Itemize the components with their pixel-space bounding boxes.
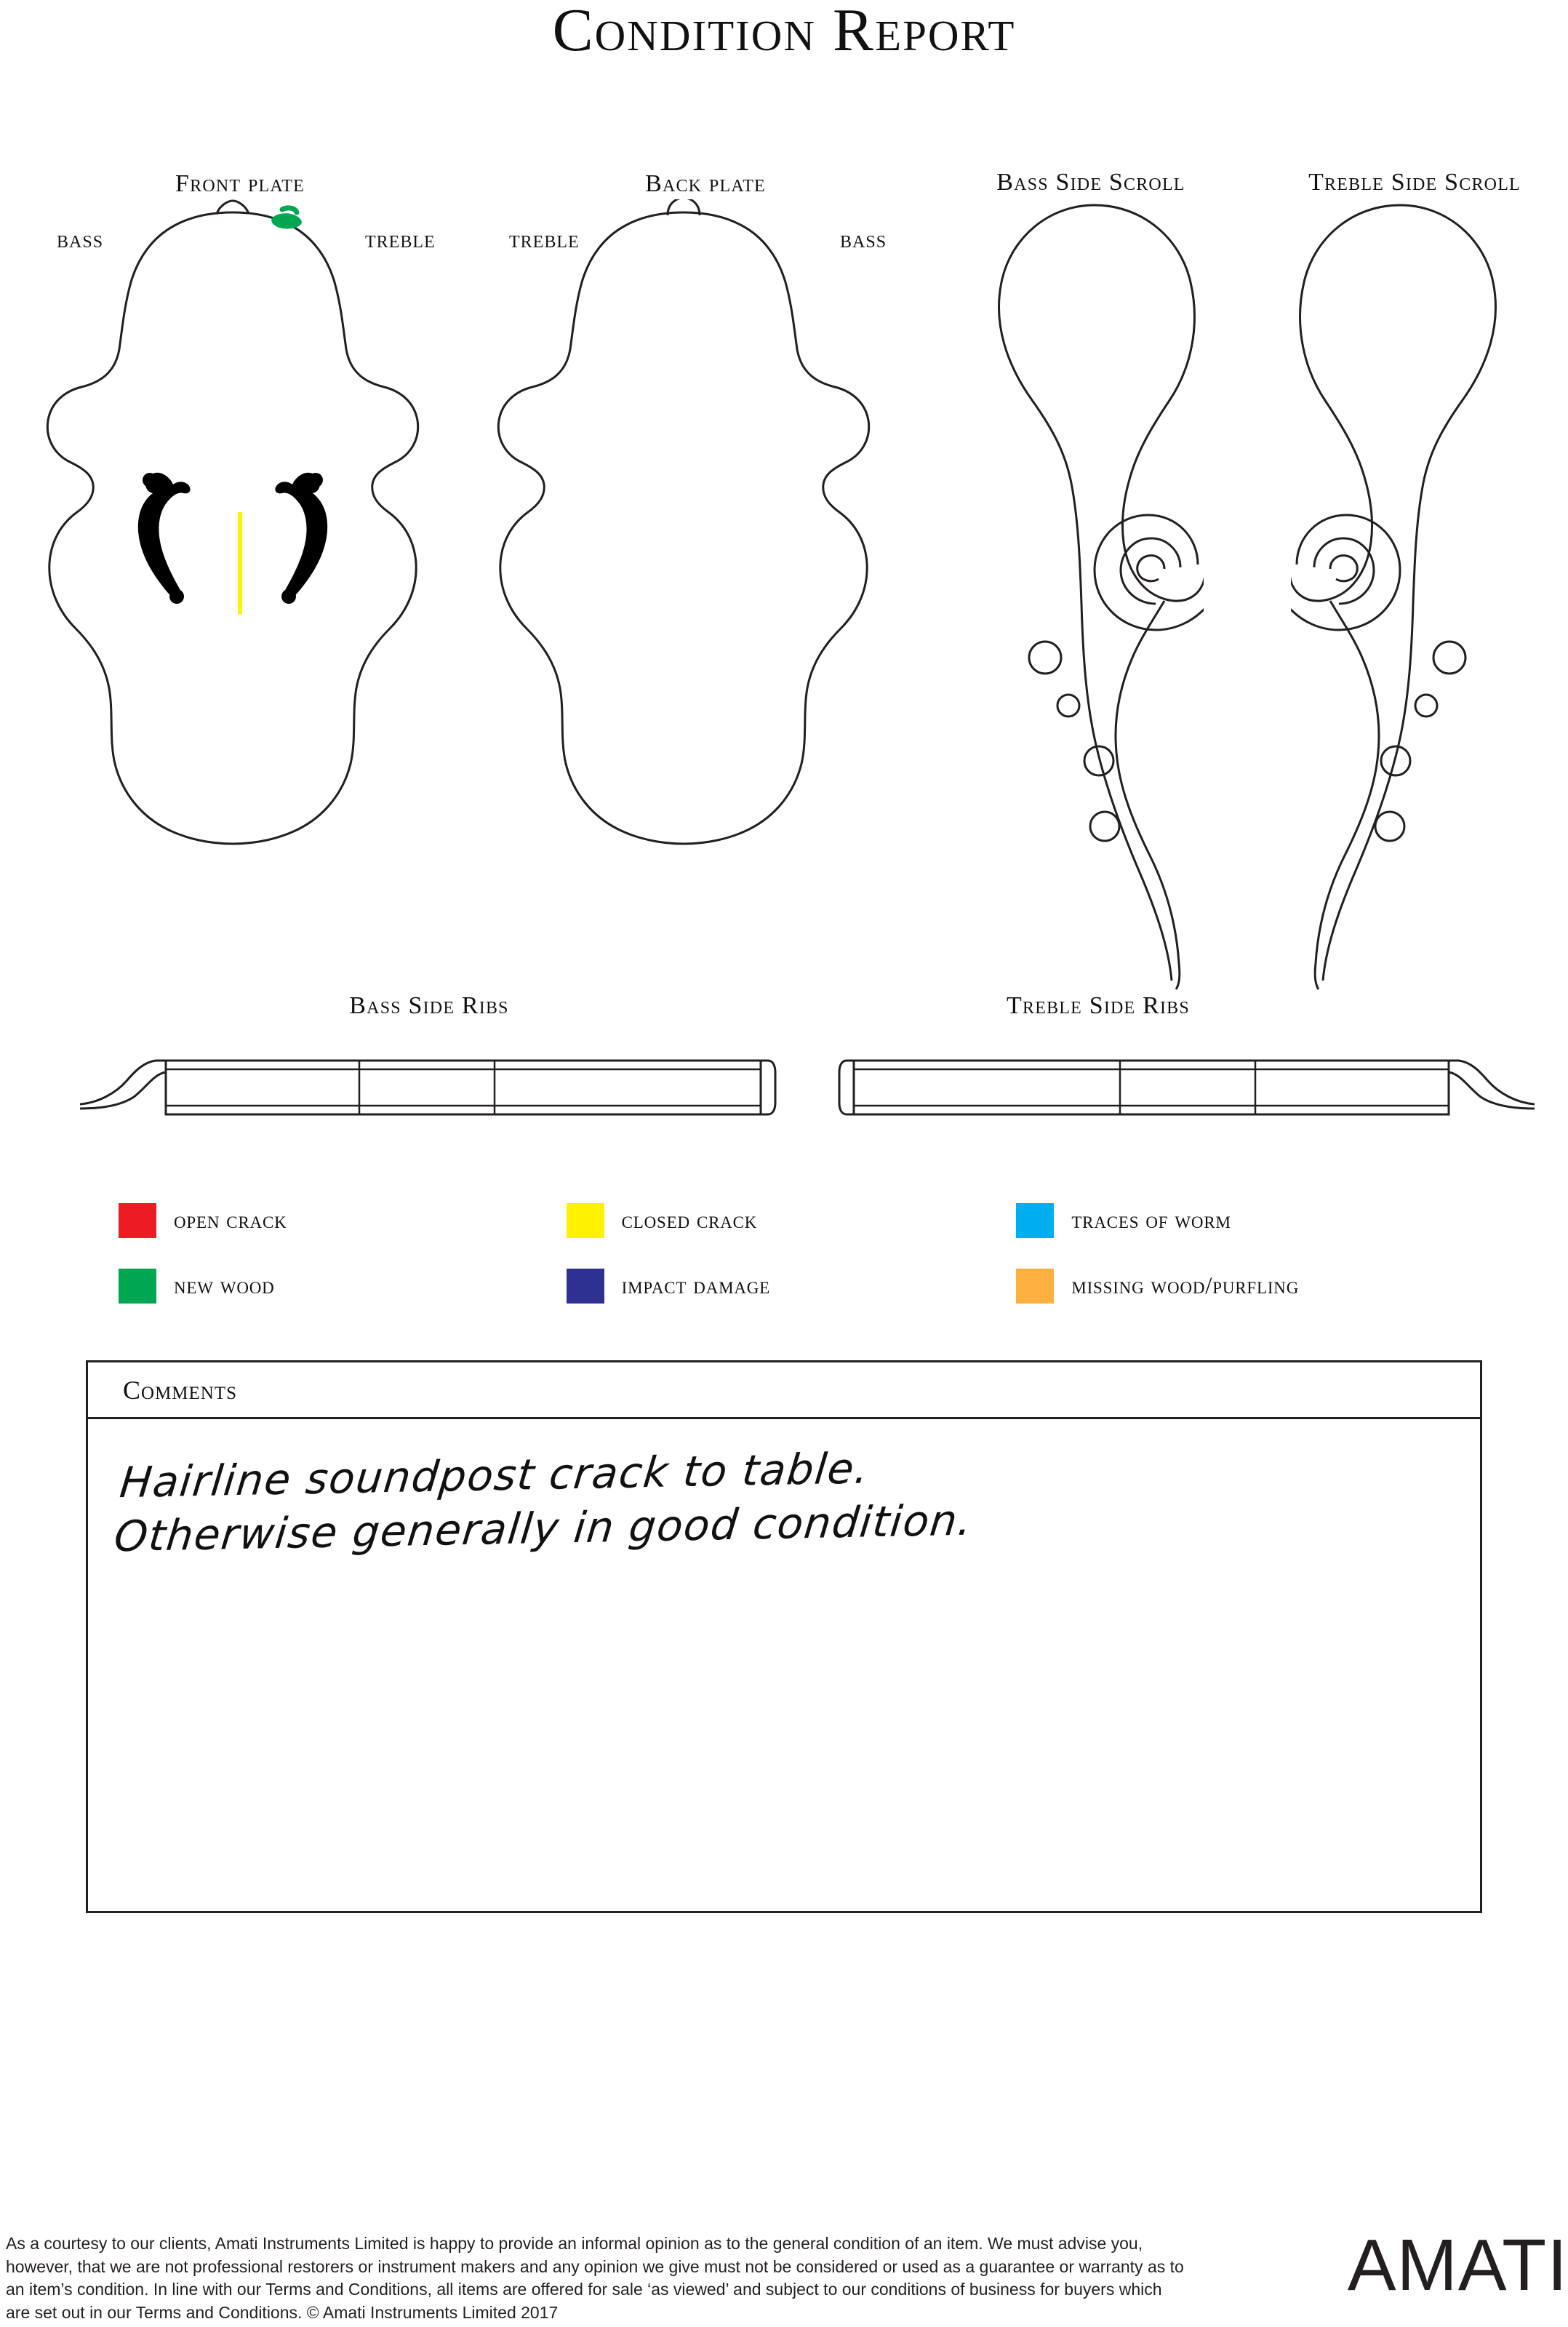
page-title: Condition Report (552, 0, 1016, 64)
comments-handwritten-text: Hairline soundpost crack to table. Otherwise generally in good condition. (111, 1443, 975, 1562)
bass-side-scroll-drawing (985, 192, 1204, 996)
footer-disclaimer: As a courtesy to our clients, Amati Instruments Limited is happy to provide an informal opinion as to the general condition of an item. We must advise you, however, that we are not professional restorers or instrument makers and any opinion we give must not be considered or used as a guarantee or warranty as to an item’s condition. In line with our Terms and Conditions, all items are offered for sale ‘as viewed’ and subject to our conditions of business for buyers which are set out in our Terms and Conditions. © Amati Instruments Limited 2017 (6, 2234, 1184, 2323)
legend-item-closed-crack (559, 1203, 1009, 1238)
legend-label-impact-damage: impact damage (621, 1272, 771, 1299)
swatch-closed-crack (567, 1203, 604, 1238)
damage-legend (0, 1203, 1568, 1304)
swatch-traces-of-worm (1016, 1203, 1054, 1238)
legend-label-new-wood: new wood (174, 1272, 275, 1299)
view-label-treble-side-ribs: Treble Side Ribs (1007, 992, 1190, 1019)
swatch-new-wood (119, 1269, 156, 1304)
view-label-treble-side-scroll: Treble Side Scroll (1308, 169, 1521, 196)
legend-label-open-crack: open crack (174, 1207, 287, 1234)
legend-label-traces-of-worm: traces of worm (1071, 1207, 1231, 1234)
page-header (0, 0, 1568, 64)
back-plate-drawing (480, 199, 887, 865)
comments-header: Comments (88, 1362, 1480, 1419)
view-label-bass-side-scroll: Bass Side Scroll (996, 169, 1185, 196)
comments-box (86, 1360, 1482, 1913)
legend-label-closed-crack: closed crack (621, 1207, 758, 1234)
swatch-impact-damage (567, 1269, 604, 1304)
back-plate-bass-label: BASS (840, 233, 887, 252)
swatch-open-crack (119, 1203, 156, 1238)
view-label-back-plate: Back plate (645, 170, 766, 197)
legend-item-impact-damage (559, 1269, 1009, 1304)
treble-side-scroll-drawing (1291, 192, 1509, 996)
legend-item-new-wood (109, 1269, 559, 1304)
front-plate-treble-label: TREBLE (365, 233, 436, 252)
amati-logo: AMATI (1347, 2224, 1568, 2306)
front-plate-drawing (29, 199, 436, 865)
comments-body[interactable] (88, 1419, 1480, 1911)
legend-label-missing-wood-purfling: missing wood/purfling (1071, 1272, 1300, 1299)
back-plate-treble-label: TREBLE (509, 233, 580, 252)
page-footer (0, 2182, 1568, 2327)
legend-item-missing-wood-purfling (1009, 1269, 1459, 1304)
instrument-diagrams (0, 169, 1568, 999)
treble-side-ribs-drawing (836, 1036, 1535, 1141)
swatch-missing-wood-purfling (1016, 1269, 1054, 1304)
rib-diagrams (0, 992, 1568, 1159)
view-label-bass-side-ribs: Bass Side Ribs (349, 992, 509, 1019)
legend-item-open-crack (109, 1203, 559, 1238)
legend-item-traces-of-worm (1009, 1203, 1459, 1238)
bass-side-ribs-drawing (80, 1036, 778, 1141)
marking-new-wood (271, 208, 302, 229)
front-plate-bass-label: BASS (57, 233, 104, 252)
view-label-front-plate: Front plate (175, 170, 305, 197)
